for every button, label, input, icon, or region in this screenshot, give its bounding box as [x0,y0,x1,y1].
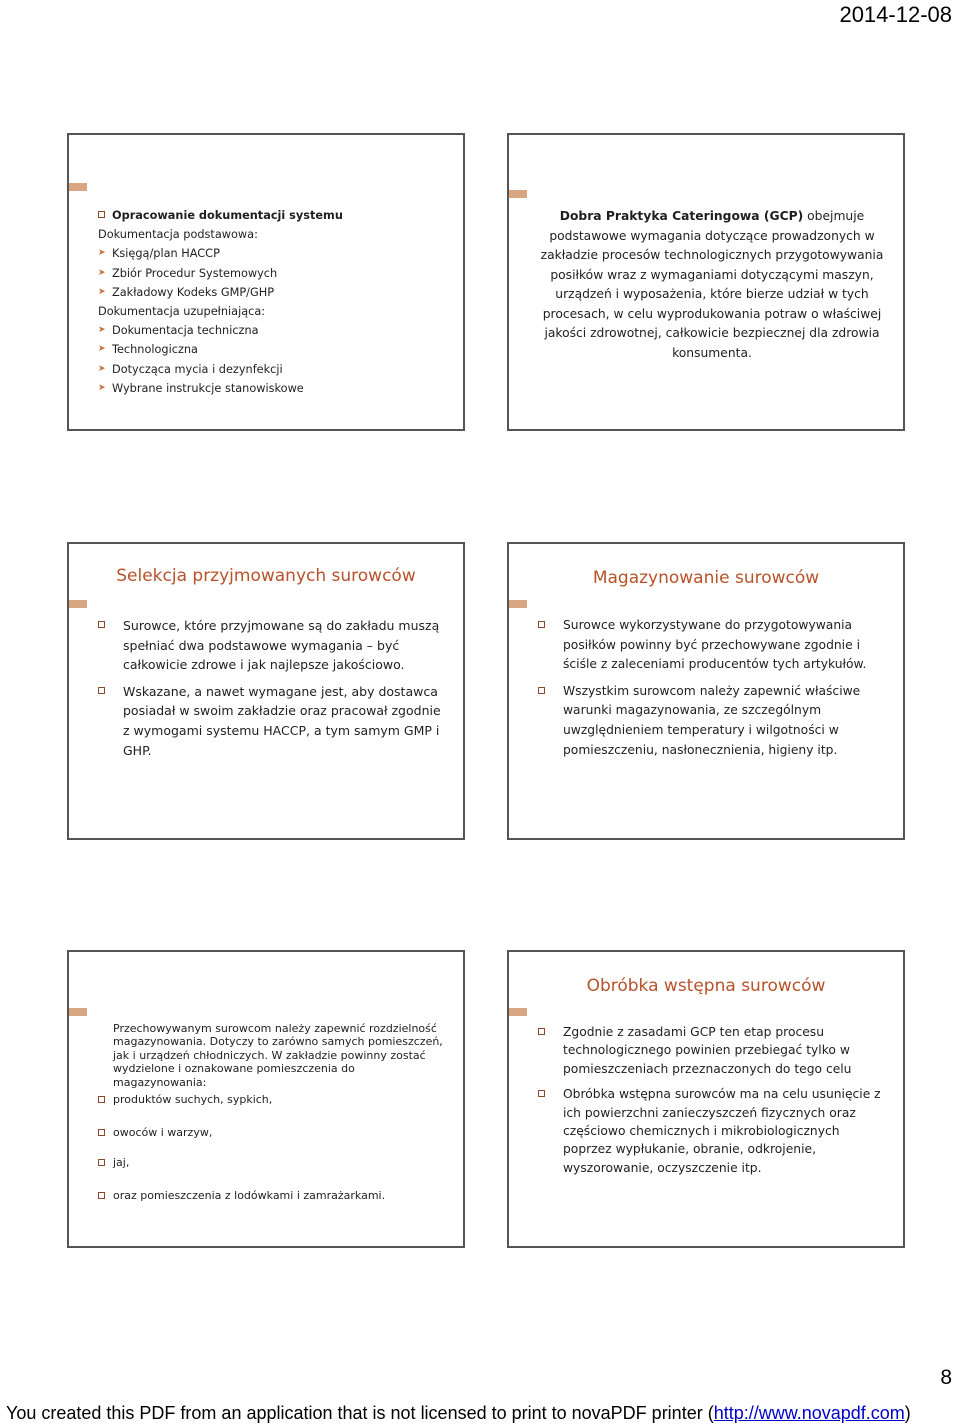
square-bullet-icon [98,621,105,628]
list-item: owoców i warzyw, [98,1126,453,1156]
documentation-subitem: ➤ Wybrane instrukcje stanowiskowe [98,379,453,398]
square-bullet-icon [538,687,545,694]
bullet-item: Obróbka wstępna surowców ma na celu usunięcie z ich powierzchni zanieczyszczeń fizycznych oraz częściowo chemicznych i mikrobiologicznych poprzez wypłukanie, obranie, odkrojenie, wyszorowanie, oczyszczenie itp. [538,1085,889,1177]
selekcja-bullets [98,616,449,767]
slide-accent-strip [509,190,527,198]
arrow-bullet-icon: ➤ [98,267,106,278]
square-bullet-icon [98,1096,105,1103]
slide-selekcja [67,542,465,840]
arrow-bullet-icon: ➤ [98,363,106,374]
square-bullet-icon [538,1090,545,1097]
arrow-bullet-icon: ➤ [98,382,106,393]
arrow-bullet-icon: ➤ [98,344,106,355]
square-bullet-icon [98,1192,105,1199]
documentation-subitem: ➤ Księgą/plan HACCP [98,244,453,263]
documentation-subitem: ➤ Zbiór Procedur Systemowych [98,264,453,283]
slide-magazynowanie [507,542,905,840]
slide-gcp [507,133,905,431]
documentation-list [98,225,453,398]
square-bullet-icon [98,1129,105,1136]
documentation-subitem: ➤ Dotycząca mycia i dezynfekcji [98,360,453,379]
rozdzielnosc-list [98,1093,453,1202]
slide-obrobka [507,950,905,1248]
gcp-paragraph [535,207,889,363]
arrow-bullet-icon: ➤ [98,248,106,259]
slide-documentation [67,133,465,431]
gcp-description: obejmuje podstawowe wymagania dotyczące prowadzonych w zakładzie procesów technologicznych przygotowywania posiłków wraz z wymaganiami dotyczącymi maszyn, urządzeń i wyposażenia, które bierze udział w tych procesach, w celu wyprodukowania potraw o właściwej jakości zdrowotnej, całkowicie bezpiecznej dla zdrowia konsumenta. [540,209,884,360]
gcp-bold-term: Dobra Praktyka Cateringowa (GCP) [559,209,804,223]
list-item: oraz pomieszczenia z lodówkami i zamrażarkami. [98,1189,453,1202]
list-item: produktów suchych, sypkich, [98,1093,453,1126]
square-bullet-icon [98,1159,105,1166]
square-bullet-icon [98,687,105,694]
documentation-group-label: Dokumentacja uzupełniająca: [98,305,266,319]
slide-accent-strip [69,600,87,608]
arrow-bullet-icon: ➤ [98,325,106,336]
bullet-item: Zgodnie z zasadami GCP ten etap procesu technologicznego powinien przebiegać tylko w pomieszczeniach przeznaczonych do tego celu [538,1023,889,1078]
rozdzielnosc-intro: Przechowywanym surowcom należy zapewnić rozdzielność magazynowania. Dotyczy to zarówno samych pomieszczeń, jak i urządzeń chłodniczych. W zakładzie powinny zostać wydzielone i oznakowane pomieszczenia do magazynowania: [113,1022,443,1089]
documentation-group-label: Dokumentacja podstawowa: [98,228,258,242]
list-item: jaj, [98,1156,453,1189]
slide-title: Selekcja przyjmowanych surowców [116,566,416,586]
slide-accent-strip [509,1008,527,1016]
slide-accent-strip [509,600,527,608]
bullet-item: Wskazane, a nawet wymagane jest, aby dostawca posiadał w swoim zakładzie oraz pracował zgodnie z wymogami systemu HACCP, a tym samym GMP i GHP. [98,682,449,760]
slide-documentation-body [98,206,453,398]
slide-rozdzielnosc [67,950,465,1248]
square-bullet-icon [98,211,105,218]
document-date: 2014-12-08 [839,2,952,27]
documentation-heading: Opracowanie dokumentacji systemu [98,206,453,225]
license-notice: You created this PDF from an application that is not licensed to print to novaPDF printer (http://www.novapdf.com) [6,1403,911,1423]
bullet-item: Surowce wykorzystywane do przygotowywania posiłków powinny być przechowywane zgodnie i ściśle z zaleceniami producentów tych artykułów. [538,616,889,675]
documentation-subitem: ➤ Technologiczna [98,340,453,359]
documentation-subitem: ➤ Zakładowy Kodeks GMP/GHP [98,283,453,302]
novapdf-link[interactable]: http://www.novapdf.com [713,1403,905,1423]
magazynowanie-bullets [538,616,889,767]
square-bullet-icon [538,621,545,628]
obrobka-bullets [538,1023,889,1184]
square-bullet-icon [538,1028,545,1035]
slide-title: Obróbka wstępna surowców [586,976,826,996]
documentation-subitem: ➤ Dokumentacja techniczna [98,321,453,340]
page-number: 8 [940,1366,952,1389]
arrow-bullet-icon: ➤ [98,286,106,297]
slide-accent-strip [69,183,87,191]
slide-title: Magazynowanie surowców [592,568,820,588]
bullet-item: Surowce, które przyjmowane są do zakładu muszą spełniać dwa podstawowe wymagania – być całkowicie zdrowe i jak najlepsze jakościowo. [98,616,449,675]
bullet-item: Wszystkim surowcom należy zapewnić właściwe warunki magazynowania, ze szczególnym uwzględnieniem temperatury i wilgotności w pomieszczeniu, nasłonecznienia, higieny itp. [538,682,889,760]
slide-accent-strip [69,1008,87,1016]
